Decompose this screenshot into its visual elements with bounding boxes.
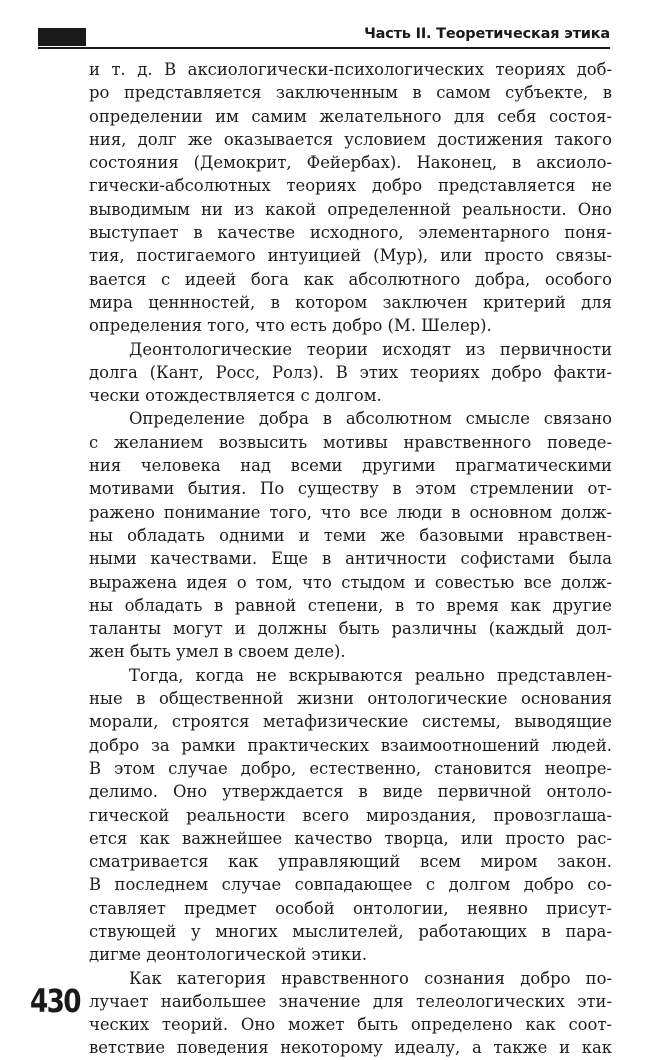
text-line: ветствие поведения некоторому идеалу, а также и как	[89, 1038, 612, 1058]
text-line: добро за рамки практических взаимоотношений людей.	[89, 735, 612, 755]
text-line: ные в общественной жизни онтологические основания	[89, 689, 612, 709]
text-line: с желанием возвысить мотивы нравственного поведе-	[89, 432, 612, 452]
text-line: В этом случае добро, естественно, становится неопре-	[89, 758, 612, 778]
text-line: состояния (Демокрит, Фейербах). Наконец, в аксиоло-	[89, 153, 612, 173]
text-line: Как категория нравственного сознания добро по-	[129, 968, 612, 988]
text-line: Тогда, когда не вскрываются реально представлен-	[129, 665, 612, 685]
text-line: ными качествами. Еще в античности софистами была	[89, 549, 612, 569]
text-line: ны обладать в равной степени, в то время как другие	[89, 595, 612, 615]
text-line: гически-абсолютных теориях добро представляется не	[89, 176, 612, 196]
text-line: Определение добра в абсолютном смысле связано	[129, 409, 612, 429]
text-line: вается с идеей бога как абсолютного добра, особого	[89, 269, 612, 289]
text-line: ражено понимание того, что все люди в основном долж-	[89, 502, 612, 522]
text-line: долга (Кант, Росс, Ролз). В этих теориях добро факти-	[89, 362, 612, 382]
text-line: мотивами бытия. По существу в этом стремлении от-	[89, 479, 612, 499]
text-line: ставляет предмет особой онтологии, неявно присут-	[89, 898, 612, 918]
text-line: выражена идея о том, что стыдом и совестью все долж-	[89, 572, 612, 592]
text-line: определения того, что есть добро (М. Шелер).	[89, 316, 492, 336]
text-line: гической реальности всего мироздания, провозглаша-	[89, 805, 612, 825]
text-line: и т. д. В аксиологически-психологических теориях доб-	[89, 60, 612, 79]
text-line: ния, долг же оказывается условием достижения такого	[89, 129, 612, 149]
text-line: Деонтологические теории исходят из первичности	[129, 339, 612, 359]
text-line: сматривается как управляющий всем миром закон.	[89, 852, 612, 872]
text-line: ро представляется заключенным в самом субъекте, в	[89, 83, 612, 103]
header-marker-bar	[38, 28, 86, 46]
text-line: жен быть умел в своем деле).	[89, 642, 346, 662]
text-line: таланты могут и должны быть различны (каждый дол-	[89, 619, 612, 639]
text-line: ны обладать одними и теми же базовыми нравствен-	[89, 525, 612, 545]
text-line: тия, постигаемого интуицией (Мур), или просто связы-	[89, 246, 612, 266]
text-line: делимо. Оно утверждается в виде первичной онтоло-	[89, 782, 612, 802]
text-line: выступает в качестве исходного, элементарного поня-	[89, 223, 612, 243]
page-number: 430	[30, 982, 80, 1020]
text-line: определении им самим желательного для себя состоя-	[89, 106, 612, 126]
running-header: Часть II. Теоретическая этика	[364, 26, 610, 42]
text-line: выводимым ни из какой определенной реальности. Оно	[89, 199, 612, 219]
text-line: ния человека над всеми другими прагматическими	[89, 456, 612, 476]
header-rule	[38, 47, 610, 49]
text-line: дигме деонтологической этики.	[89, 945, 368, 965]
text-line: морали, строятся метафизические системы, выводящие	[89, 712, 612, 732]
text-line: ется как важнейшее качество творца, или просто рас-	[89, 828, 612, 848]
body-text	[89, 58, 612, 1060]
text-line: ствующей у многих мыслителей, работающих в пара-	[89, 921, 612, 941]
text-line: ческих теорий. Оно может быть определено как соот-	[89, 1015, 612, 1035]
text-line: чески отождествляется с долгом.	[89, 386, 382, 406]
text-line: В последнем случае совпадающее с долгом добро со-	[89, 875, 612, 895]
text-line: лучает наибольшее значение для телеологических эти-	[89, 991, 612, 1011]
text-line: мира ценнностей, в котором заключен критерий для	[89, 292, 612, 312]
